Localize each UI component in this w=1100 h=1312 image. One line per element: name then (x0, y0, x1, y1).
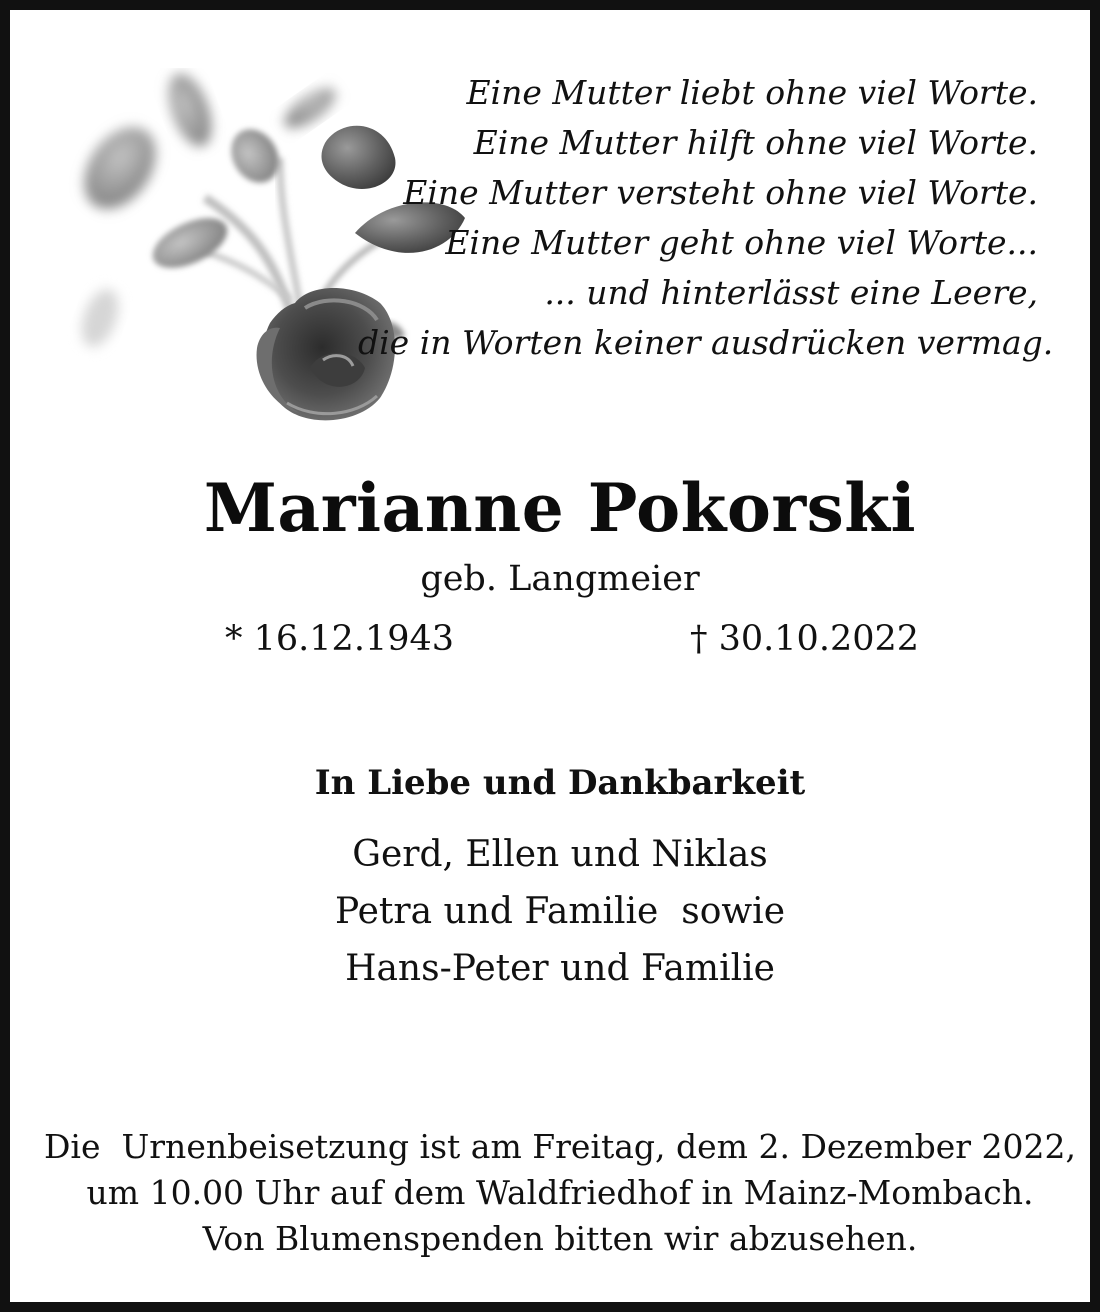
mourner-line: Petra und Familie sowie (335, 891, 785, 932)
funeral-notice (10, 1124, 1100, 1262)
leaf (75, 284, 126, 351)
leaf (160, 68, 220, 152)
mourner-line: Gerd, Ellen und Niklas (352, 834, 768, 875)
deceased-name: Marianne Pokorski (203, 469, 917, 547)
poem-line: Eine Mutter versteht ohne viel Worte. (403, 173, 1038, 212)
poem-line: Eine Mutter geht ohne viel Worte... (445, 223, 1038, 262)
poem-line: ... und hinterlässt eine Leere, (544, 273, 1038, 312)
notice-line: um 10.00 Uhr auf dem Waldfriedhof in Mainz-Mombach. (86, 1173, 1034, 1212)
death-date: † 30.10.2022 (690, 619, 920, 659)
leaf (70, 114, 171, 222)
notice-line: Die Urnenbeisetzung ist am Freitag, dem 2. Dezember 2022, (43, 1127, 1077, 1166)
birth-date: * 16.12.1943 (225, 619, 455, 659)
poem-line: Eine Mutter hilft ohne viel Worte. (473, 123, 1038, 162)
poem-line: die in Worten keiner ausdrücken vermag. (358, 323, 1054, 362)
notice-line: Von Blumenspenden bitten wir abzusehen. (202, 1219, 918, 1258)
leaf (279, 81, 342, 135)
maiden-name: geb. Langmeier (420, 559, 700, 599)
leaf (145, 208, 234, 278)
poem-line: Eine Mutter liebt ohne viel Worte. (466, 73, 1038, 112)
mourner-line: Hans-Peter und Familie (345, 948, 775, 989)
poem (358, 68, 1054, 368)
mourners-list (10, 826, 1100, 997)
gratitude-heading: In Liebe und Dankbarkeit (314, 763, 806, 803)
